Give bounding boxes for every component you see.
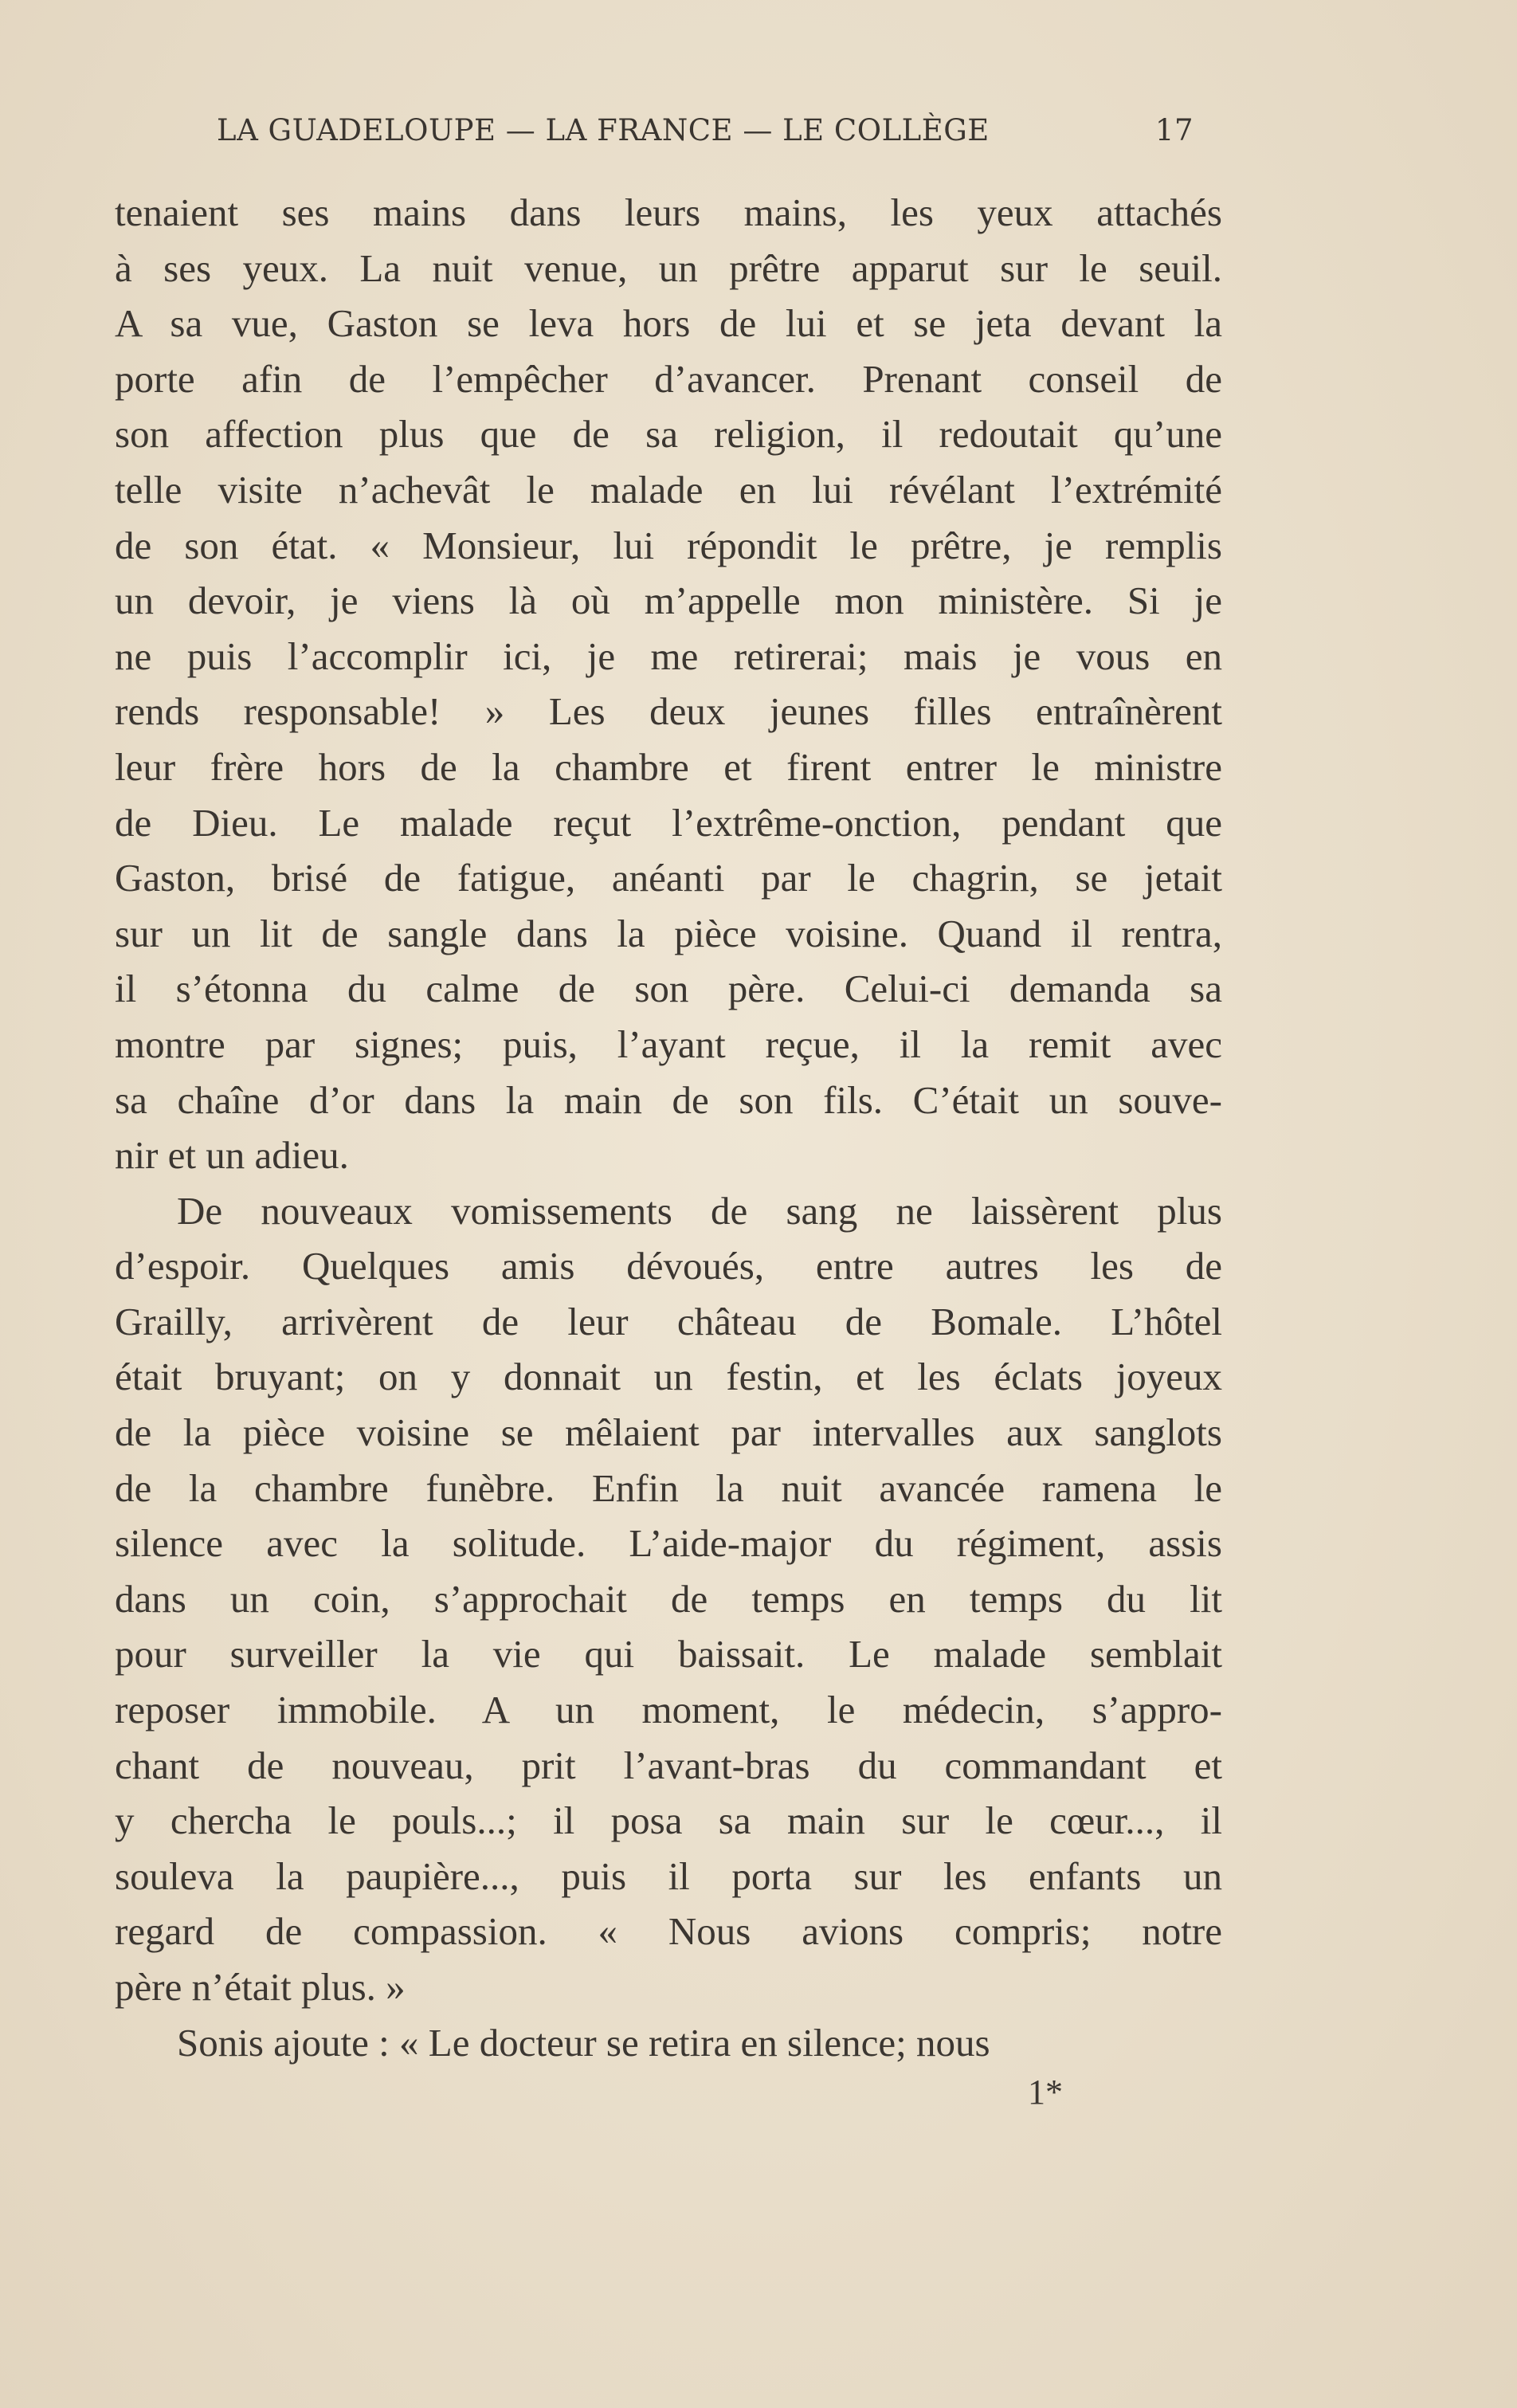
paragraph xyxy=(115,1183,1222,2015)
text-line: De nouveaux vomissements de sang ne laissèrent plus xyxy=(177,1188,1222,1233)
running-title: LA GUADELOUPE — LA FRANCE — LE COLLÈGE xyxy=(217,113,990,147)
text-line: ne puis l’accomplir ici, je me retirerai; mais je vous en xyxy=(115,633,1222,678)
text-line: il s’étonna du calme de son père. Celui-ci demanda sa xyxy=(115,967,1222,1011)
text-line: de Dieu. Le malade reçut l’extrême-onction, pendant que xyxy=(115,800,1222,845)
text-line: était bruyant; on y donnait un festin, et les éclats joyeux xyxy=(115,1355,1222,1399)
text-line: de la pièce voisine se mêlaient par intervalles aux sanglots xyxy=(115,1410,1222,1455)
text-line: souleva la paupière..., puis il porta sur les enfants un xyxy=(115,1853,1222,1898)
text-line: de son état. « Monsieur, lui répondit le prêtre, je remplis xyxy=(115,523,1222,567)
text-line: pour surveiller la vie qui baissait. Le malade semblait xyxy=(115,1632,1222,1677)
page-number: 17 xyxy=(1154,113,1194,147)
text-line: d’espoir. Quelques amis dévoués, entre autres les de xyxy=(115,1244,1222,1288)
text-line: reposer immobile. A un moment, le médecin, s’appro- xyxy=(115,1688,1222,1732)
text-line: tenaient ses mains dans leurs mains, les yeux attachés xyxy=(115,190,1222,234)
text-line: Grailly, arrivèrent de leur château de Bomale. L’hôtel xyxy=(115,1299,1222,1343)
text-line: regard de compassion. « Nous avions compris; notre xyxy=(115,1909,1222,1954)
signature-mark: 1* xyxy=(1028,2073,1063,2112)
paragraph xyxy=(115,2015,1222,2071)
text-line: montre par signes; puis, l’ayant reçue, il la remit avec xyxy=(115,1022,1222,1066)
text-line: nir et un adieu. xyxy=(115,1133,349,1178)
text-line: chant de nouveau, prit l’avant-bras du commandant et xyxy=(115,1743,1222,1787)
text-line: sur un lit de sangle dans la pièce voisine. Quand il rentra, xyxy=(115,911,1222,955)
text-line: telle visite n’achevât le malade en lui révélant l’extrémité xyxy=(115,467,1222,512)
text-line: père n’était plus. » xyxy=(115,1965,406,2009)
text-line: A sa vue, Gaston se leva hors de lui et se jeta devant la xyxy=(115,301,1222,346)
running-head xyxy=(217,113,1194,158)
text-line: dans un coin, s’approchait de temps en temps du lit xyxy=(115,1576,1222,1621)
text-line: y chercha le pouls...; il posa sa main sur le cœur..., il xyxy=(115,1798,1222,1843)
body-text xyxy=(115,185,1222,2070)
text-line: un devoir, je viens là où m’appelle mon ministère. Si je xyxy=(115,578,1222,623)
text-line: leur frère hors de la chambre et firent entrer le ministre xyxy=(115,744,1222,789)
text-line: de la chambre funèbre. Enfin la nuit avancée ramena le xyxy=(115,1465,1222,1510)
text-line: à ses yeux. La nuit venue, un prêtre apparut sur le seuil. xyxy=(115,245,1222,290)
text-line: silence avec la solitude. L’aide-major du régiment, assis xyxy=(115,1521,1222,1566)
text-line: Gaston, brisé de fatigue, anéanti par le chagrin, se jetait xyxy=(115,856,1222,900)
text-line: Sonis ajoute : « Le docteur se retira en silence; nous xyxy=(177,2020,990,2065)
text-line: sa chaîne d’or dans la main de son fils. C’était un souve- xyxy=(115,1077,1222,1122)
text-line: son affection plus que de sa religion, il redoutait qu’une xyxy=(115,412,1222,457)
text-line: rends responsable! » Les deux jeunes filles entraînèrent xyxy=(115,689,1222,734)
paragraph xyxy=(115,185,1222,1183)
text-line: porte afin de l’empêcher d’avancer. Prenant conseil de xyxy=(115,356,1222,401)
